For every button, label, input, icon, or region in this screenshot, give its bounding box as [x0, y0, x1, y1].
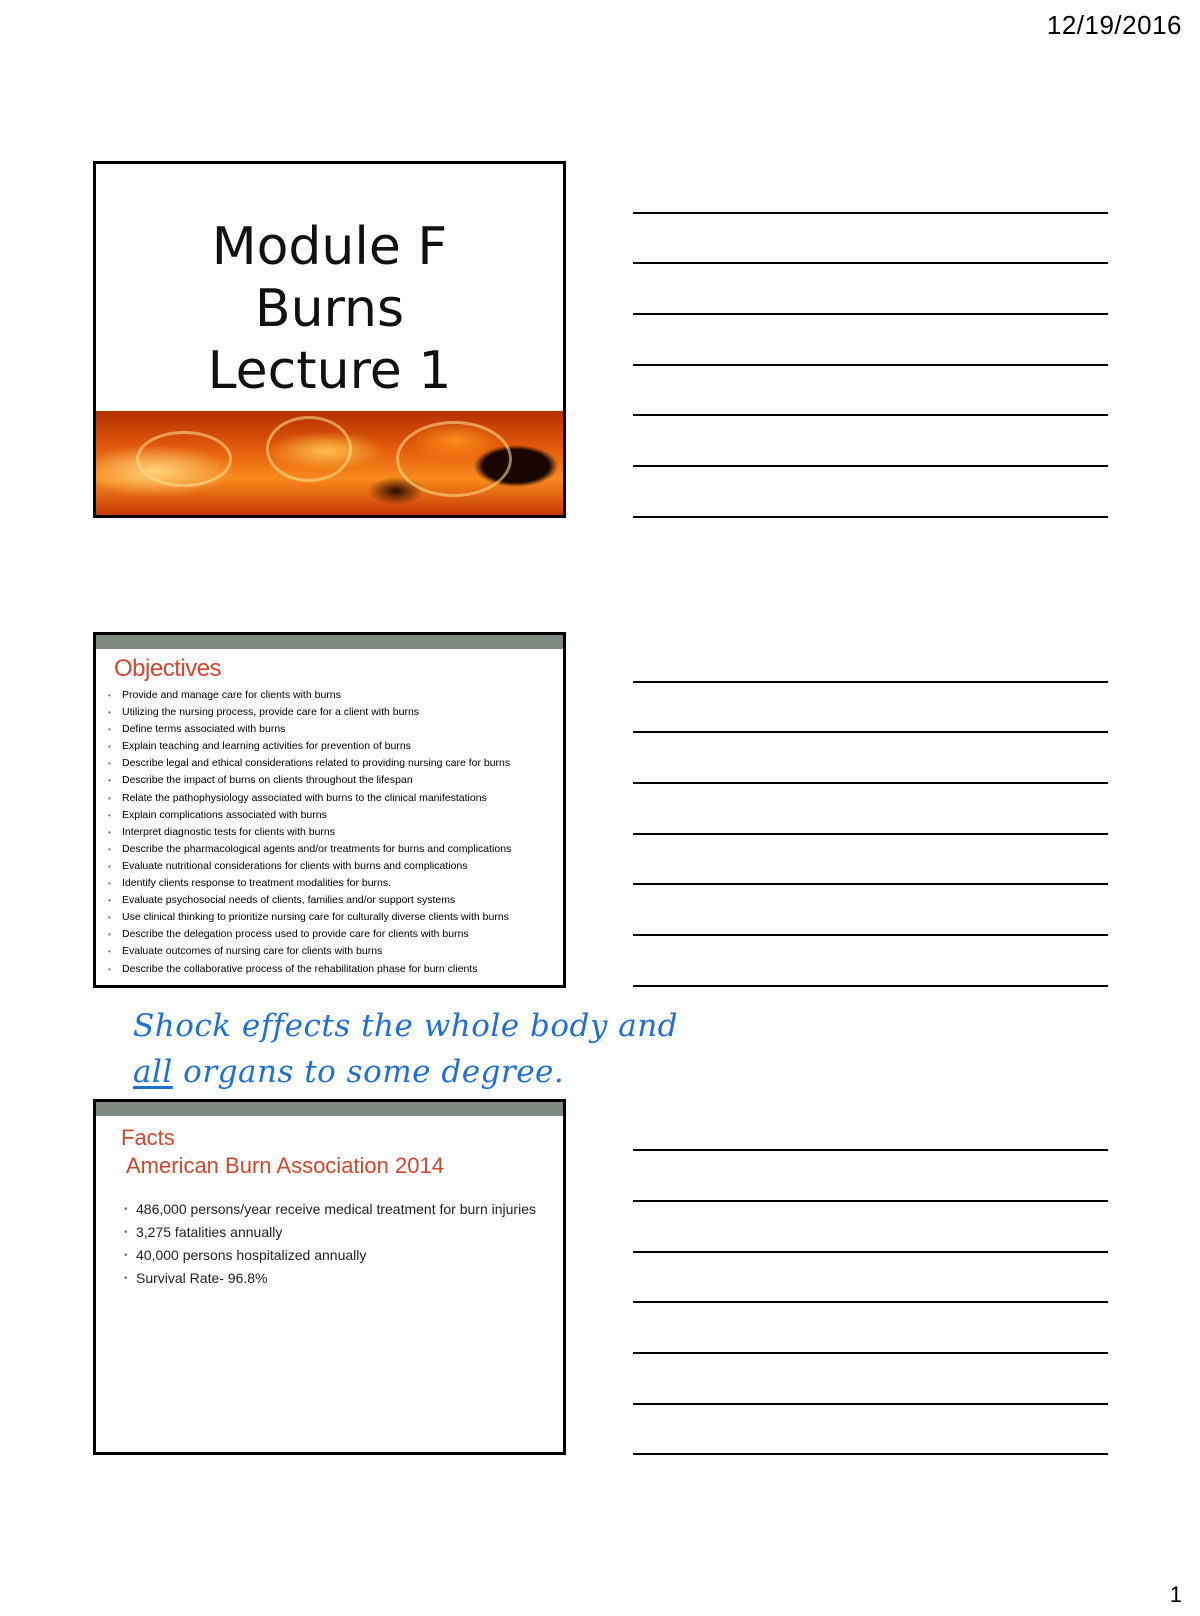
note-line	[633, 262, 1108, 264]
title-line-2: Burns	[254, 279, 405, 339]
fire-image	[96, 411, 563, 515]
list-item: • Evaluate nutritional considerations for clients with burns and complications	[106, 858, 555, 875]
page-number: 1	[1169, 1582, 1182, 1607]
list-item: • Explain teaching and learning activities for prevention of burns	[106, 738, 555, 755]
objectives-list	[96, 687, 563, 978]
handwritten-note-line-1: Shock effects the whole body and	[133, 1008, 678, 1044]
list-item: • 3,275 fatalities annually	[124, 1223, 537, 1242]
title-line-3: Lecture 1	[207, 341, 452, 401]
list-item: • Utilizing the nursing process, provide care for a client with burns	[106, 704, 555, 721]
list-item: • Identify clients response to treatment modalities for burns.	[106, 875, 555, 892]
list-item: • Provide and manage care for clients with burns	[106, 687, 555, 704]
objectives-slide	[93, 632, 566, 988]
note-line	[633, 1200, 1108, 1202]
list-item: • 486,000 persons/year receive medical treatment for burn injuries	[124, 1200, 537, 1219]
facts-slide	[93, 1099, 566, 1455]
note-line	[633, 212, 1108, 214]
note-line	[633, 364, 1108, 366]
note-line	[633, 985, 1108, 987]
slide-header-bar	[96, 1102, 563, 1116]
print-date: 12/19/2016	[1046, 10, 1182, 40]
note-line	[633, 1352, 1108, 1354]
note-line	[633, 883, 1108, 885]
note-line	[633, 1453, 1108, 1455]
handwritten-underlined-word: all	[133, 1054, 173, 1090]
list-item: • Evaluate outcomes of nursing care for clients with burns	[106, 943, 555, 960]
slide-title	[96, 216, 563, 402]
slide-header-bar	[96, 635, 563, 649]
note-line	[633, 782, 1108, 784]
handwritten-note-line-2	[133, 1049, 678, 1095]
note-line	[633, 465, 1108, 467]
objectives-heading: Objectives	[114, 655, 222, 682]
list-item: • 40,000 persons hospitalized annually	[124, 1246, 537, 1265]
note-line	[633, 313, 1108, 315]
list-item: • Describe the collaborative process of the rehabilitation phase for burn clients	[106, 961, 555, 978]
note-line	[633, 731, 1108, 733]
note-line	[633, 1251, 1108, 1253]
facts-subheading: American Burn Association 2014	[126, 1153, 444, 1178]
note-line	[633, 1149, 1108, 1151]
list-item: • Survival Rate- 96.8%	[124, 1269, 537, 1288]
note-line	[633, 681, 1108, 683]
list-item: • Explain complications associated with burns	[106, 807, 555, 824]
list-item: • Relate the pathophysiology associated with burns to the clinical manifestations	[106, 790, 555, 807]
list-item: • Describe legal and ethical considerations related to providing nursing care for burns	[106, 755, 555, 772]
title-slide	[93, 161, 566, 518]
list-item: • Use clinical thinking to prioritize nursing care for culturally diverse clients with burns	[106, 909, 555, 926]
list-item: • Describe the impact of burns on clients throughout the lifespan	[106, 772, 555, 789]
handwritten-note	[133, 1003, 678, 1095]
list-item: • Interpret diagnostic tests for clients with burns	[106, 824, 555, 841]
list-item: • Describe the pharmacological agents and/or treatments for burns and complications	[106, 841, 555, 858]
list-item: • Evaluate psychosocial needs of clients, families and/or support systems	[106, 892, 555, 909]
note-line	[633, 414, 1108, 416]
handwritten-note-line-2-rest: organs to some degree.	[172, 1054, 565, 1090]
note-line	[633, 934, 1108, 936]
facts-heading: Facts	[121, 1125, 175, 1150]
note-line	[633, 1301, 1108, 1303]
list-item: • Define terms associated with burns	[106, 721, 555, 738]
list-item: • Describe the delegation process used to provide care for clients with burns	[106, 926, 555, 943]
title-line-1: Module F	[211, 217, 448, 277]
note-line	[633, 833, 1108, 835]
note-line	[633, 1403, 1108, 1405]
note-line	[633, 516, 1108, 518]
facts-list	[96, 1200, 563, 1288]
